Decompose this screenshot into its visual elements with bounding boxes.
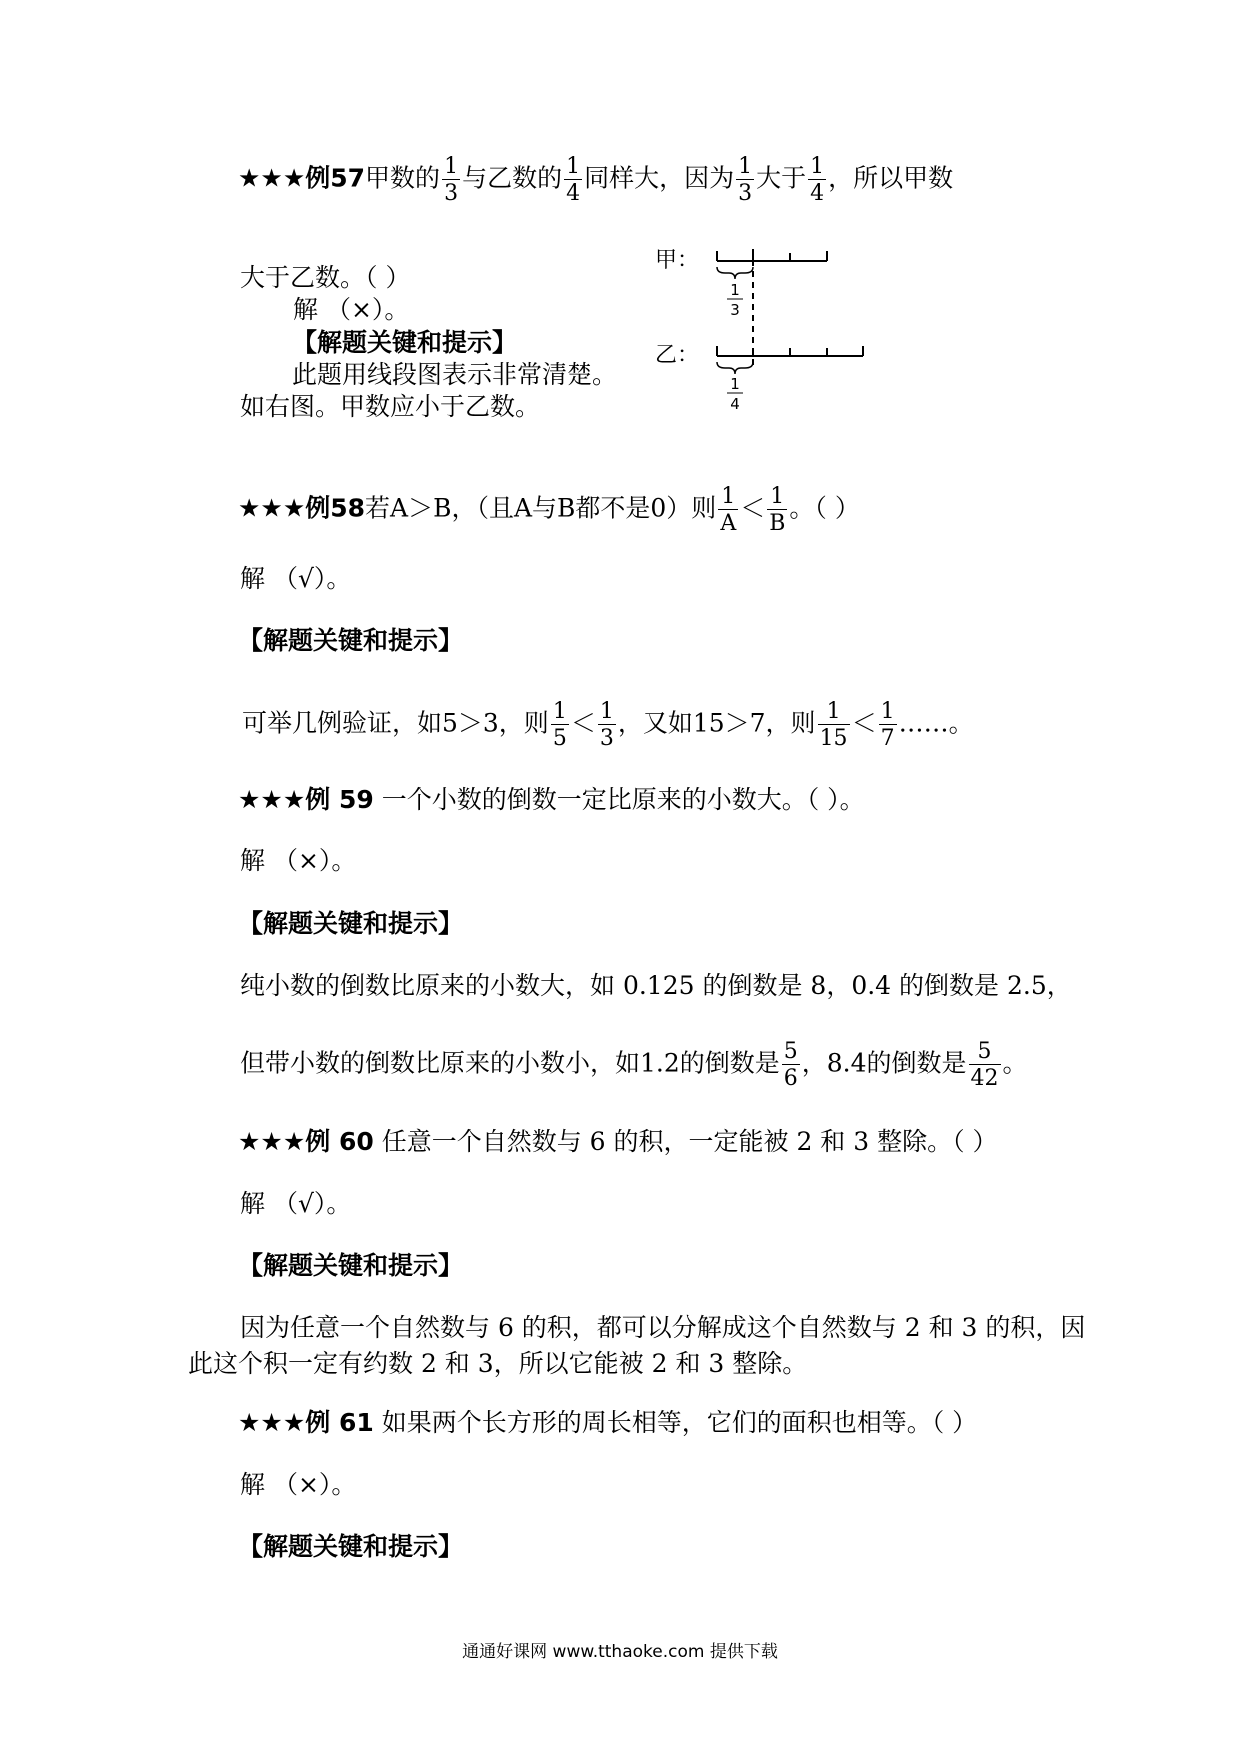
ex57-question-line2: 大于乙数。（ ） bbox=[240, 263, 411, 292]
text: ……。 bbox=[898, 708, 974, 738]
text: 甲数的 bbox=[365, 163, 441, 193]
ex59-hint-line2 bbox=[240, 1040, 1028, 1090]
text: 同样大，因为 bbox=[584, 163, 735, 193]
ex59-hint-line1: 纯小数的倒数比原来的小数大，如 0.125 的倒数是 8，0.4 的倒数是 2.5， bbox=[240, 971, 1072, 1000]
text: 。（ ） bbox=[789, 493, 860, 523]
fraction: $\frac{1}{7}$ bbox=[880, 699, 895, 752]
page-footer: 通通好课网 www.tthaoke.com 提供下载 bbox=[462, 1642, 778, 1662]
ex60-answer: 解 （√）。 bbox=[240, 1189, 352, 1218]
difficulty-stars: ★★★ bbox=[238, 163, 306, 193]
text: 一个小数的倒数一定比原来的小数大。（ ）。 bbox=[373, 785, 865, 814]
difficulty-stars: ★★★ bbox=[238, 785, 306, 814]
ex57-hint-title: 【解题关键和提示】 bbox=[292, 328, 518, 357]
ex59-question bbox=[238, 787, 865, 812]
example-label: 例 60 bbox=[305, 1127, 374, 1156]
difficulty-stars: ★★★ bbox=[238, 1127, 306, 1156]
ex58-hint bbox=[242, 700, 974, 750]
ex59-answer: 解 （×）。 bbox=[240, 846, 357, 875]
text: 大于 bbox=[756, 163, 807, 193]
text: 若A＞B，（且A与B都不是0）则 bbox=[365, 493, 717, 523]
ex58-answer: 解 （√）。 bbox=[240, 564, 352, 593]
fraction: $\frac{1}{5}$ bbox=[552, 699, 567, 752]
text: 任意一个自然数与 6 的积，一定能被 2 和 3 整除。（ ） bbox=[373, 1127, 998, 1156]
fraction: $\frac{1}{3}$ bbox=[599, 699, 614, 752]
ex61-answer: 解 （×）。 bbox=[240, 1470, 357, 1499]
fraction: $\frac{1}{A}$ bbox=[720, 484, 737, 537]
label-jia: 甲： bbox=[655, 248, 700, 273]
difficulty-stars: ★★★ bbox=[238, 1408, 306, 1437]
text: 。 bbox=[1002, 1048, 1028, 1078]
frac-jia-denominator: 3 bbox=[730, 301, 740, 319]
example-label: 例 59 bbox=[305, 785, 374, 814]
example-label: 例58 bbox=[305, 493, 366, 523]
fraction: $\frac{1}{3}$ bbox=[444, 154, 459, 207]
ex60-hint-title: 【解题关键和提示】 bbox=[238, 1251, 464, 1280]
text: 但带小数的倒数比原来的小数小，如1.2的倒数是 bbox=[240, 1048, 780, 1078]
operator: ＜ bbox=[740, 493, 766, 523]
ex58-question bbox=[238, 485, 860, 535]
ex60-hint-line1: 因为任意一个自然数与 6 的积，都可以分解成这个自然数与 2 和 3 的积，因 bbox=[240, 1313, 1086, 1342]
text: 与乙数的 bbox=[462, 163, 563, 193]
operator: ＜ bbox=[851, 708, 877, 738]
fraction: $\frac{1}{4}$ bbox=[810, 154, 825, 207]
frac-yi-denominator: 4 bbox=[730, 395, 740, 413]
ex59-hint-title: 【解题关键和提示】 bbox=[238, 909, 464, 938]
ex61-question bbox=[238, 1410, 977, 1435]
text: ，8.4的倒数是 bbox=[801, 1048, 967, 1078]
example-label: 例 61 bbox=[305, 1408, 374, 1437]
frac-yi-numerator: 1 bbox=[730, 375, 740, 393]
fraction: $\frac{5}{42}$ bbox=[970, 1039, 999, 1092]
text: 可举几例验证，如5＞3，则 bbox=[242, 708, 549, 738]
ex57-hint-line1: 此题用线段图表示非常清楚。 bbox=[292, 360, 618, 389]
operator: ＜ bbox=[570, 708, 596, 738]
ex60-question bbox=[238, 1129, 998, 1154]
text: ，所以甲数 bbox=[828, 163, 954, 193]
text: 如果两个长方形的周长相等，它们的面积也相等。（ ） bbox=[373, 1408, 978, 1437]
text: ，又如15＞7，则 bbox=[617, 708, 816, 738]
example-label: 例57 bbox=[305, 163, 366, 193]
brace-jia bbox=[717, 267, 753, 279]
fraction: $\frac{1}{B}$ bbox=[769, 484, 786, 537]
brace-yi bbox=[717, 362, 753, 374]
ex57-question bbox=[238, 155, 953, 205]
ex60-hint-line2: 此这个积一定有约数 2 和 3，所以它能被 2 和 3 整除。 bbox=[188, 1349, 808, 1378]
frac-jia-numerator: 1 bbox=[730, 281, 740, 299]
difficulty-stars: ★★★ bbox=[238, 493, 306, 523]
line-segment-diagram bbox=[655, 245, 895, 435]
fraction: $\frac{5}{6}$ bbox=[783, 1039, 798, 1092]
ex57-answer: 解 （×）。 bbox=[293, 295, 410, 324]
label-yi: 乙： bbox=[655, 343, 700, 368]
ex58-hint-title: 【解题关键和提示】 bbox=[238, 626, 464, 655]
fraction: $\frac{1}{4}$ bbox=[566, 154, 581, 207]
ex57-hint-line2: 如右图。甲数应小于乙数。 bbox=[240, 392, 541, 421]
fraction: $\frac{1}{3}$ bbox=[738, 154, 753, 207]
fraction: $\frac{1}{15}$ bbox=[819, 699, 848, 752]
ex61-hint-title: 【解题关键和提示】 bbox=[238, 1532, 464, 1561]
